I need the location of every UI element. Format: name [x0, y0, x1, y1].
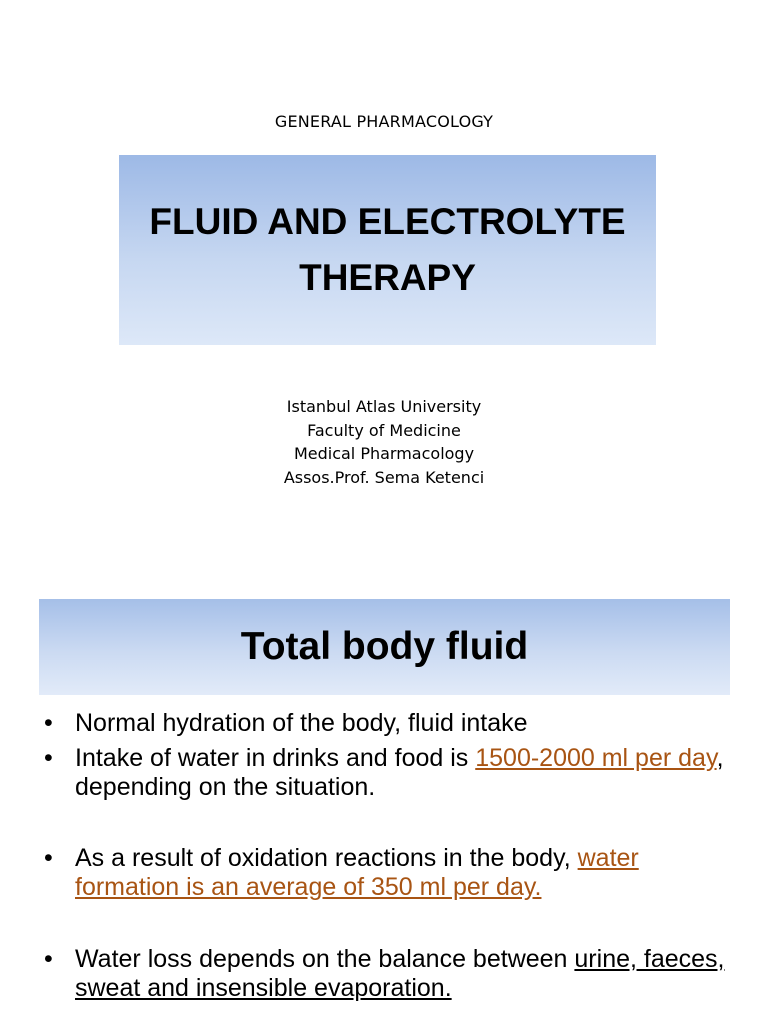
bullet-text: Water loss depends on the balance between — [75, 945, 575, 973]
bullet-item — [44, 844, 734, 902]
bullet-list — [44, 709, 734, 1003]
bullet-item — [44, 945, 734, 1003]
author-faculty: Faculty of Medicine — [307, 420, 461, 440]
bullet-highlight: 1500-2000 ml per day — [475, 744, 717, 772]
bullet-underlined: urine, faeces, sweat and insensible evaporation. — [75, 945, 725, 1002]
slide-2-title: Total body fluid — [240, 625, 529, 668]
course-name: GENERAL PHARMACOLOGY — [274, 112, 494, 131]
bullet-marker: • — [44, 844, 53, 872]
bullet-marker: • — [44, 744, 53, 772]
title-line-2: THERAPY — [299, 257, 476, 298]
bullet-text: Intake of water in drinks and food is — [75, 744, 476, 772]
bullet-text-after: , depending on the situation. — [75, 744, 724, 801]
bullet-marker: • — [44, 945, 53, 973]
bullet-item — [44, 744, 734, 802]
author-name: Assos.Prof. Sema Ketenci — [283, 467, 485, 487]
bullet-item — [44, 709, 734, 738]
author-department: Medical Pharmacology — [293, 444, 475, 463]
author-block — [0, 395, 768, 489]
slide-2-header — [39, 599, 730, 695]
author-university: Istanbul Atlas University — [286, 397, 482, 416]
title-box — [119, 155, 656, 345]
bullet-text: As a result of oxidation reactions in the body, — [75, 844, 578, 872]
bullet-marker: • — [44, 709, 53, 737]
title-line-1: FLUID AND ELECTROLYTE — [149, 201, 626, 242]
bullet-highlight: water formation is an average of 350 ml per day. — [75, 844, 639, 901]
bullet-text: Normal hydration of the body, fluid intake — [75, 709, 528, 737]
